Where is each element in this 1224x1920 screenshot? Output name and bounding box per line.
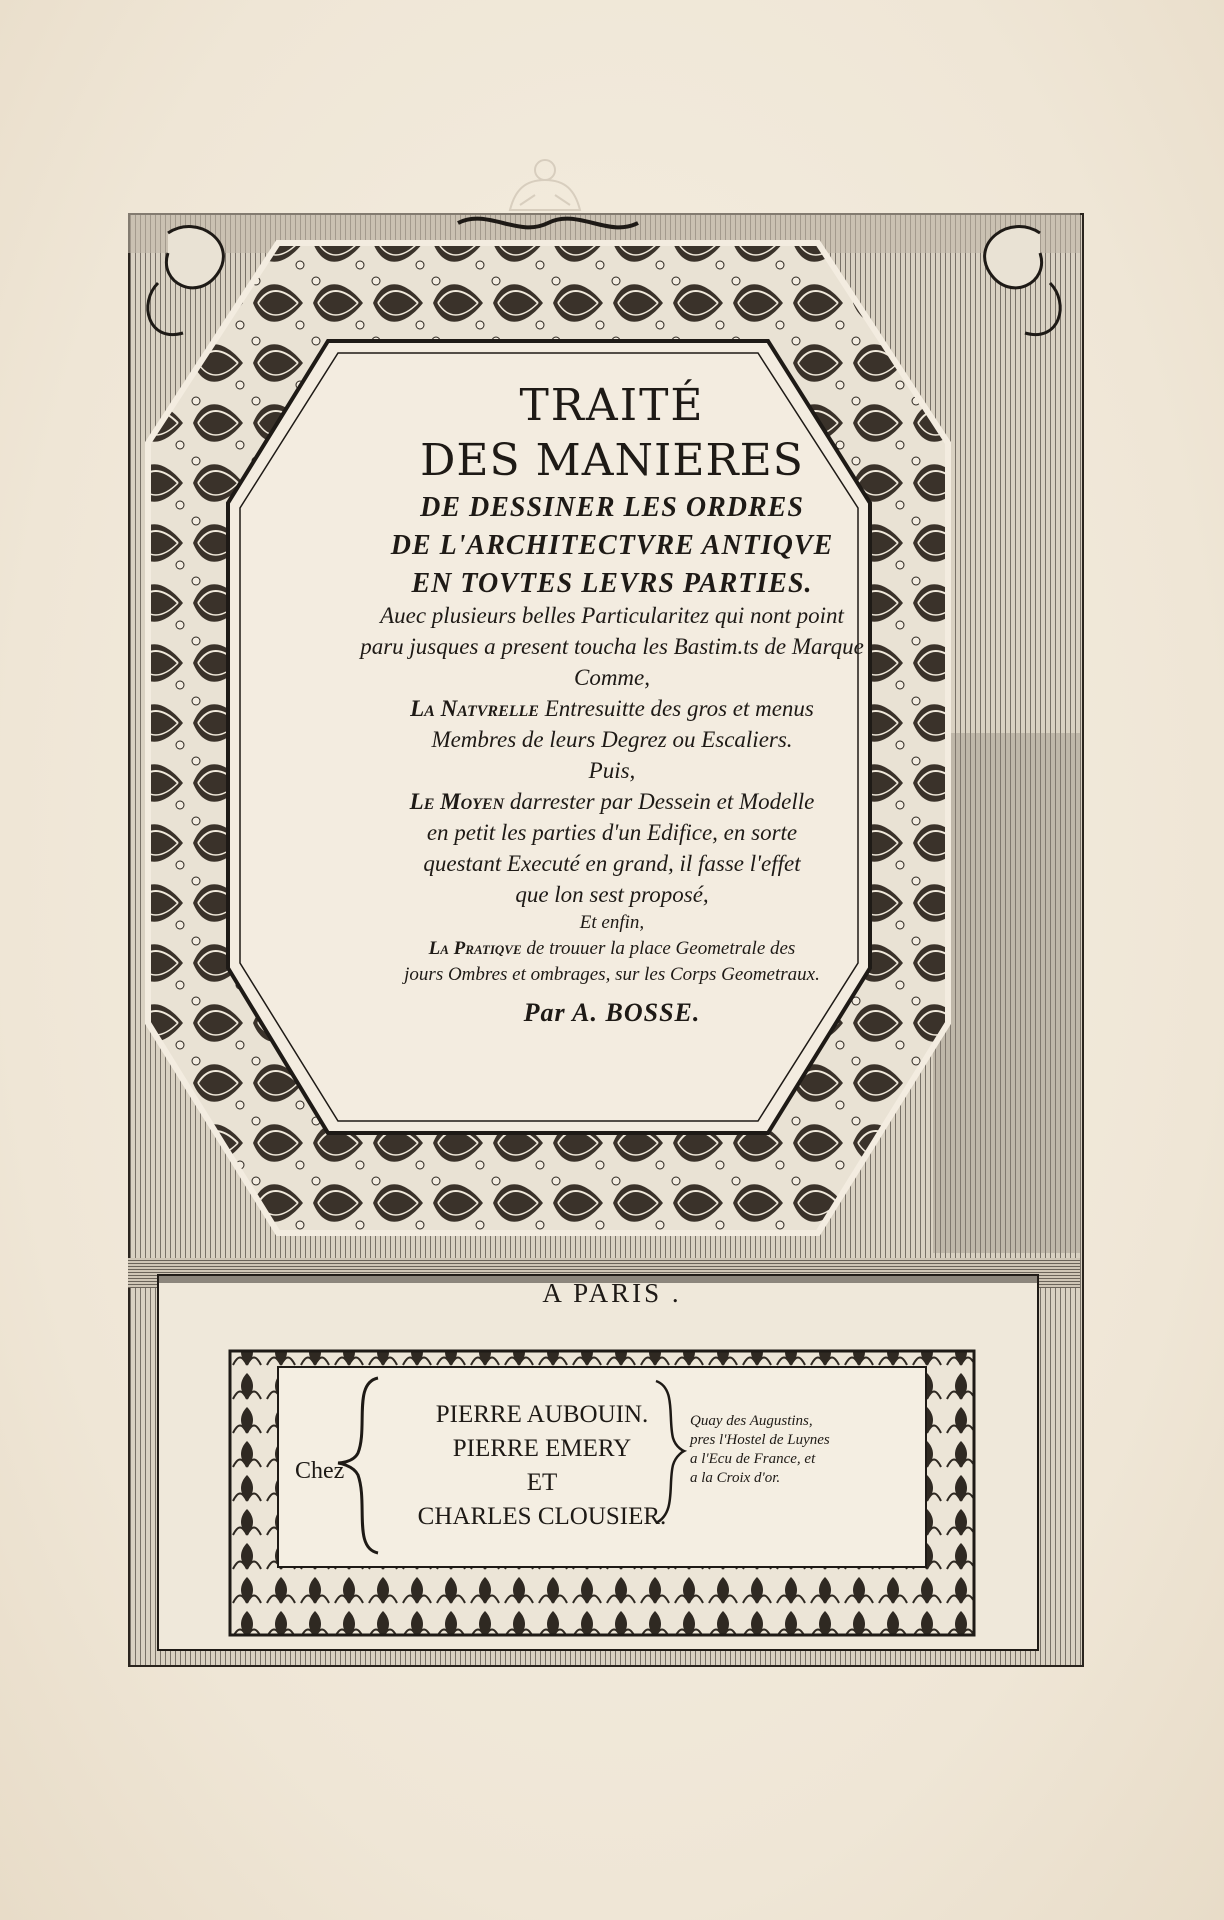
body-line-petit: en petit les parties d'un Edifice, en sorte — [426, 820, 798, 845]
body-line-propose: que lon sest proposé, — [515, 882, 709, 907]
title-block — [300, 380, 924, 1140]
imprint-city: A PARIS . — [542, 1278, 682, 1308]
body-etenfin: Et enfin, — [579, 912, 645, 933]
naturelle-text: Entresuitte des gros et menus — [538, 696, 814, 721]
moyen-heading: Le Moyen — [409, 789, 505, 814]
body-line-2: paru jusques a present toucha les Bastim.ts de Marque — [360, 634, 864, 659]
body-line-naturelle — [300, 693, 924, 724]
title-line-1: TRAITÉ — [519, 380, 705, 431]
publisher-names — [392, 1398, 692, 1534]
pratique-heading: La Pratiqve — [428, 938, 522, 959]
title-line-3: DE DESSINER LES ORDRES — [420, 492, 804, 523]
naturelle-heading: La Natvrelle — [410, 696, 539, 721]
publisher-name: CHARLES CLOUSIER. — [417, 1503, 667, 1530]
body-line-1: Auec plusieurs belles Particularitez qui nont point — [380, 603, 844, 628]
title-line-4: DE L'ARCHITECTVRE ANTIQVE — [390, 530, 834, 561]
body-comme: Comme, — [573, 665, 651, 690]
publisher-name: ET — [526, 1469, 558, 1496]
title-line-2: DES MANIERES — [420, 435, 804, 486]
embossed-crest-icon — [490, 150, 600, 220]
body-line-membres: Membres de leurs Degrez ou Escaliers. — [431, 727, 793, 752]
author-line: Par A. BOSSE. — [523, 998, 701, 1027]
pratique-text: de trouuer la place Geometrale des — [521, 938, 796, 959]
publisher-name: PIERRE AUBOUIN. — [435, 1401, 649, 1428]
body-line-jours: jours Ombres et ombrages, sur les Corps Geometraux. — [404, 964, 820, 985]
body-line-execute: questant Executé en grand, il fasse l'effet — [423, 851, 801, 876]
address-line: a la Croix d'or. — [690, 1470, 781, 1486]
address-line: a l'Ecu de France, et — [690, 1451, 816, 1467]
publisher-name: PIERRE EMERY — [452, 1435, 632, 1462]
imprint-chez: Chez — [295, 1458, 345, 1484]
title-line-5: EN TOVTES LEVRS PARTIES. — [411, 568, 813, 599]
address-line: Quay des Augustins, — [690, 1413, 813, 1429]
moyen-text: darrester par Dessein et Modelle — [504, 789, 815, 814]
body-line-moyen — [300, 786, 924, 817]
publisher-address — [690, 1412, 930, 1488]
body-line-pratique — [300, 936, 924, 962]
address-line: pres l'Hostel de Luynes — [690, 1432, 830, 1448]
body-puis: Puis, — [588, 758, 636, 783]
